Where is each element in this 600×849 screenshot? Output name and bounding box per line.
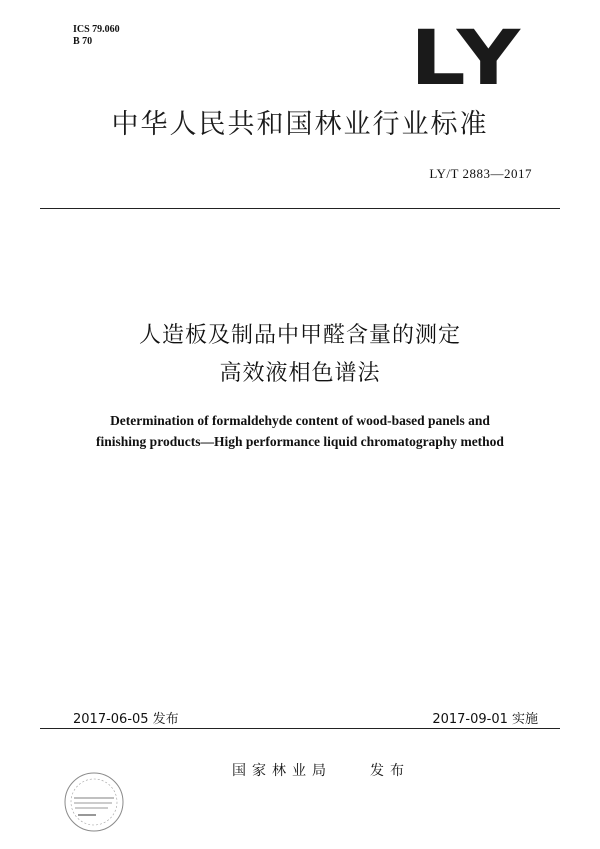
effective-date: 2017-09-01 实施 [432,712,538,727]
bottom-divider [40,728,560,729]
english-title-line-2: finishing products—High performance liquid chromatography method [96,434,504,449]
publisher-name: 国家林业局 [232,763,332,779]
standard-number: LY/T 2883—2017 [429,166,532,181]
standard-authority-title: 中华人民共和国林业行业标准 [111,109,489,140]
publish-label: 发布 [370,763,410,779]
english-title-line-1: Determination of formaldehyde content of wood-based panels and [110,413,490,428]
chinese-title-line-1: 人造板及制品中甲醛含量的测定 [138,323,461,348]
ics-code: ICS 79.060 [73,24,120,35]
circular-stamp-icon [62,770,126,834]
ly-logo: LY [410,13,525,102]
chinese-title-line-2: 高效液相色谱法 [219,361,381,386]
top-divider [40,208,560,209]
issue-date: 2017-06-05 发布 [73,712,179,727]
classification-code: B 70 [73,36,93,47]
